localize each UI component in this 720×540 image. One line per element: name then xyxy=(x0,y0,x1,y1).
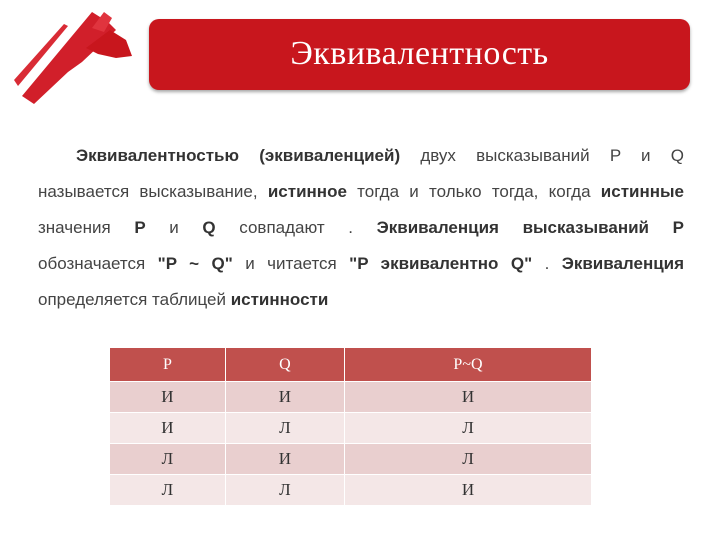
table-row xyxy=(110,413,591,444)
text: определяется таблицей xyxy=(38,290,231,309)
header-p: P xyxy=(110,348,225,382)
term-bold: истинности xyxy=(230,290,329,309)
table-cell: И xyxy=(344,382,591,413)
table-cell: Л xyxy=(110,444,225,475)
table-cell: Л xyxy=(110,475,225,506)
term-bold: истинные xyxy=(600,182,684,201)
term-bold: "P эквивалентно Q" xyxy=(349,254,533,273)
term-bold: Q xyxy=(202,218,216,237)
table-cell: И xyxy=(110,413,225,444)
header-equivalence: P~Q xyxy=(344,348,591,382)
table-cell: И xyxy=(110,382,225,413)
table-cell: И xyxy=(225,382,344,413)
table-row xyxy=(110,382,591,413)
header-q: Q xyxy=(225,348,344,382)
text: и xyxy=(145,218,203,237)
table-row xyxy=(110,444,591,475)
table-row xyxy=(110,475,591,506)
paragraph-line-2 xyxy=(38,174,684,210)
text: значения xyxy=(38,218,135,237)
table-cell: Л xyxy=(225,475,344,506)
table-cell: Л xyxy=(344,444,591,475)
truth-table xyxy=(110,348,591,505)
paragraph-line-4 xyxy=(38,246,684,282)
table-cell: И xyxy=(225,444,344,475)
term-bold: истинное xyxy=(267,182,347,201)
table-header-row xyxy=(110,348,591,382)
term-bold: P xyxy=(134,218,146,237)
text: совпадают . xyxy=(215,218,377,237)
term-bold: Эквивалентностью (эквиваленцией) xyxy=(76,146,401,165)
title-banner xyxy=(149,19,690,90)
text: тогда и только тогда, когда xyxy=(346,182,601,201)
term-bold: Эквиваленция высказываний P xyxy=(376,218,684,237)
paragraph-line-5 xyxy=(38,282,684,318)
slide-title: Эквивалентность xyxy=(290,34,549,72)
definition-paragraph xyxy=(38,138,684,318)
text: двух высказываний P и Q xyxy=(400,146,684,165)
paragraph-line-1 xyxy=(38,138,684,174)
paragraph-line-3 xyxy=(38,210,684,246)
text: и читается xyxy=(232,254,350,273)
text: . xyxy=(532,254,562,273)
table-cell: Л xyxy=(344,413,591,444)
text: обозначается xyxy=(38,254,158,273)
term-bold: Эквиваленция xyxy=(561,254,685,273)
term-bold: "P ~ Q" xyxy=(157,254,233,273)
text: называется высказывание, xyxy=(38,182,268,201)
logo-icon xyxy=(0,0,150,120)
table-cell: И xyxy=(344,475,591,506)
table-cell: Л xyxy=(225,413,344,444)
